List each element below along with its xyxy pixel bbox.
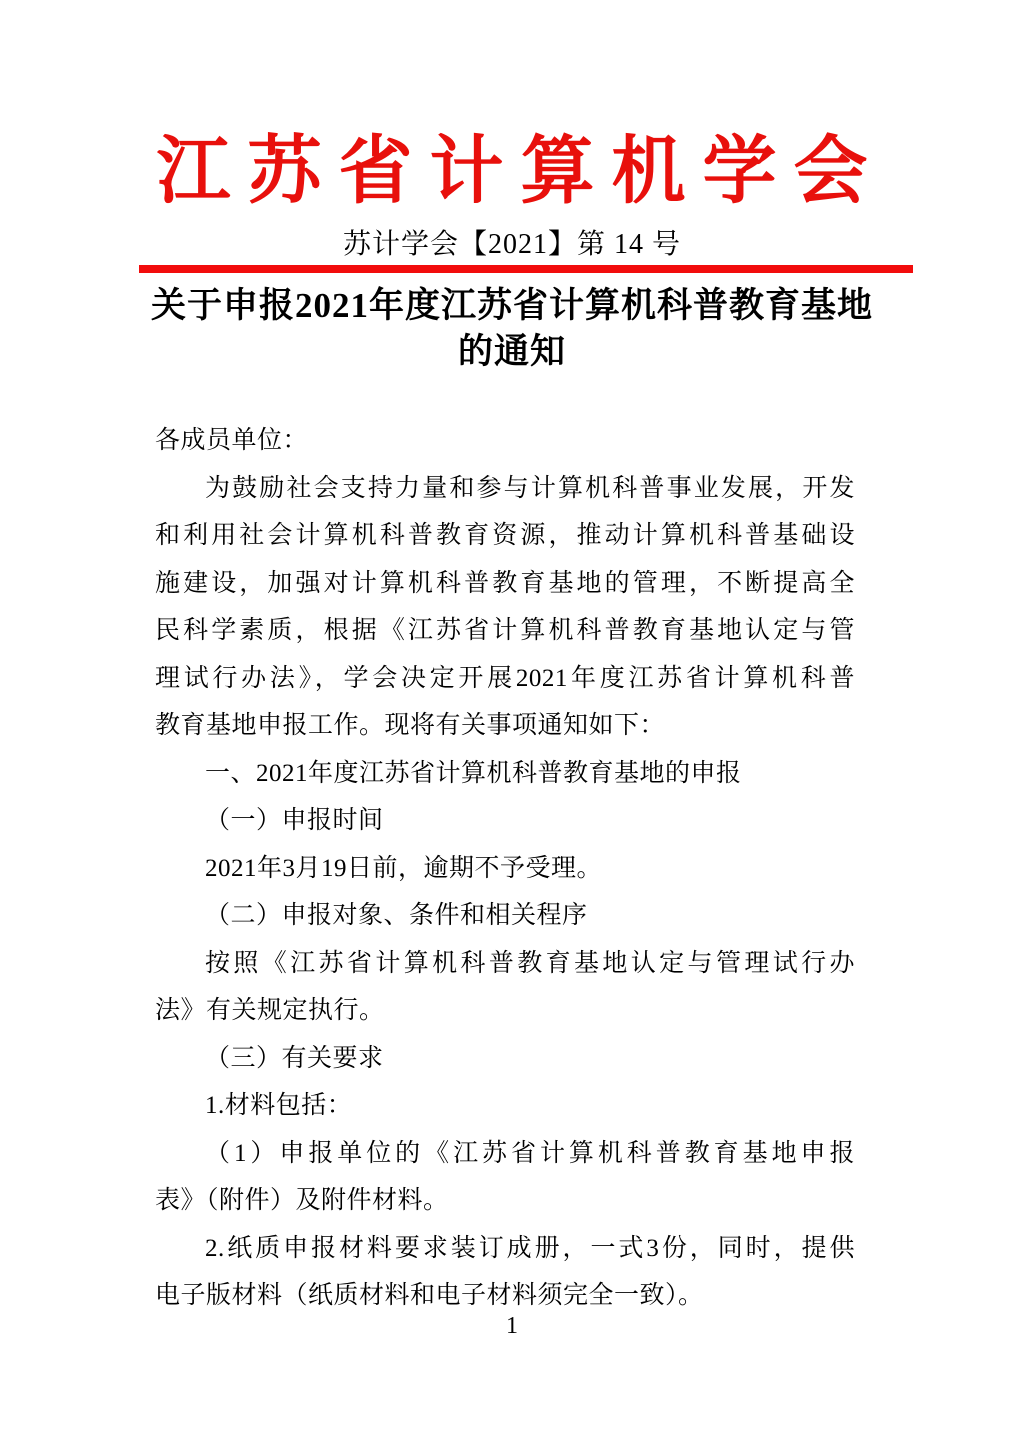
body-line: （三）有关要求: [205, 1044, 384, 1072]
body-line: 按照《江苏省计算机科普教育基地认定与管理试行办: [205, 949, 855, 977]
page-number: 1: [506, 1313, 518, 1339]
body-line: （二）申报对象、条件和相关程序: [205, 902, 588, 929]
doc-title-line1: 关于申报2021年度江苏省计算机科普教育基地: [150, 286, 873, 325]
body-line: （1）申报单位的《江苏省计算机科普教育基地申报: [205, 1139, 855, 1167]
body-line: 和利用社会计算机科普教育资源，推动计算机科普基础设: [155, 522, 855, 549]
body-line: 施建设，加强对计算机科普教育基地的管理，不断提高全: [155, 569, 855, 597]
body-line: （一）申报时间: [205, 807, 384, 834]
body-line: 理试行办法》，学会决定开展2021年度江苏省计算机科普: [155, 664, 855, 692]
doc-title-line2: 的通知: [457, 332, 566, 371]
body-text: [155, 417, 855, 1320]
body-line: 法》有关规定执行。: [155, 997, 385, 1024]
body-line: 教育基地申报工作。现将有关事项通知如下：: [155, 712, 666, 739]
org-title: 江苏省计算机学会: [156, 131, 885, 213]
body-line: 表》（附件）及附件材料。: [155, 1187, 449, 1214]
body-line: 各成员单位：: [155, 427, 309, 454]
body-line: 2.纸质申报材料要求装订成册，一式3份，同时，提供: [205, 1234, 855, 1262]
body-line: 为鼓励社会支持力量和参与计算机科普事业发展，开发: [205, 474, 855, 502]
red-divider-line: [139, 265, 913, 273]
body-line: 一、2021年度江苏省计算机科普教育基地的申报: [205, 759, 742, 787]
body-line: 电子版材料（纸质材料和电子材料须完全一致）。: [155, 1282, 704, 1309]
doc-number: 苏计学会【2021】第 14 号: [342, 229, 681, 260]
doc-title: [0, 283, 1024, 375]
body-line: 2021年3月19日前，逾期不予受理。: [205, 854, 603, 882]
body-line: 民科学素质，根据《江苏省计算机科普教育基地认定与管: [155, 617, 855, 644]
body-line: 1.材料包括：: [205, 1092, 353, 1119]
